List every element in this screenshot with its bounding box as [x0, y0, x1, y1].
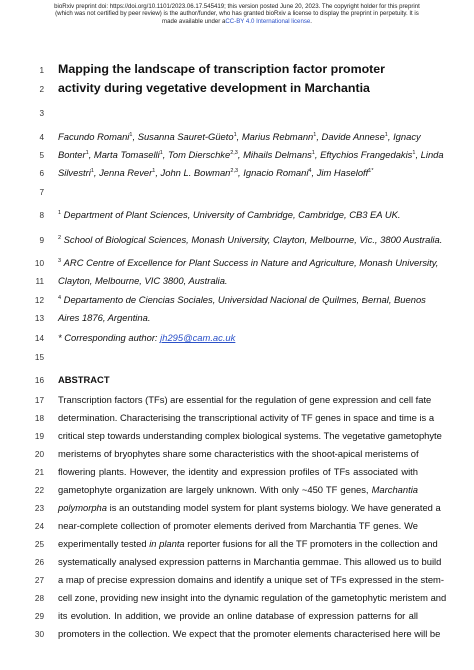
affiliation-4-cont: Aires 1876, Argentina.	[58, 312, 151, 323]
header-line-2: (which was not certified by peer review) is the author/funder, who has granted bioRxiv a license to display the preprint in perpetuity. It is	[55, 10, 419, 18]
abstract-line: polymorpha is an outstanding model system for plant systems biology. We have generated a	[58, 502, 441, 513]
line-number: 17	[34, 396, 44, 405]
abstract-line: determination. Characterising the transcriptional activity of TF genes in space and time is a	[58, 412, 435, 423]
header-line-3-prefix: made available under a	[162, 17, 226, 25]
affiliation-3: $^3$ ARC Centre of Excellence for Plant Success in Nature and Agriculture, Monash University,	[58, 257, 439, 268]
abstract-line: near-complete collection of promoter elements derived from Marchantia TF genes. We	[58, 520, 418, 531]
affiliation-1: $^1$ Department of Plant Sciences, University of Cambridge, Cambridge, CB3 EA UK.	[58, 209, 401, 220]
abstract-line: meristems of bryophytes share some characteristics with the shoot-apical meristems of	[58, 448, 419, 459]
abstract-line: cell zone, providing new insight into the dynamic regulation of the gametophytic meristem and	[58, 592, 447, 603]
license-link[interactable]: CC-BY 4.0 International license	[225, 17, 311, 25]
abstract-line: gametophyte organization are largely unknown. With only ~450 TF genes, Marchantia	[58, 484, 418, 495]
abstract-line: a map of precise expression domains and identify a unique set of TFs expressed in the stem-	[58, 574, 444, 585]
corresponding-author: * Corresponding author: jh295@cam.ac.uk	[58, 332, 236, 343]
line-number: 23	[34, 504, 44, 513]
line-number: 5	[39, 151, 44, 160]
abstract-heading: ABSTRACT	[58, 374, 110, 385]
affiliation-3-cont: Clayton, Melbourne, VIC 3800, Australia.	[58, 275, 228, 286]
line-number: 14	[34, 334, 44, 343]
abstract-line: promoters in the collection. We expect that the promoter elements characterised here will be	[58, 628, 441, 639]
authors-line-2: Bonter$^1$, Marta Tomaselli$^1$, Tom Dierschke$^{2,3}$, Mihails Delmans$^1$, Eftychios Frangedakis$^1$, Linda	[58, 149, 444, 160]
line-number: 13	[34, 314, 44, 323]
line-number: 10	[34, 259, 44, 268]
line-number: 22	[34, 486, 44, 495]
line-number: 28	[34, 594, 44, 603]
line-number: 3	[39, 109, 44, 118]
line-number: 11	[35, 277, 44, 286]
line-number: 7	[39, 188, 44, 197]
line-number: 12	[34, 296, 44, 305]
line-number: 20	[34, 450, 44, 459]
paper-title-line-1: Mapping the landscape of transcription factor promoter	[58, 62, 386, 76]
abstract-line: critical step towards understanding complex biological systems. The vegetative gametophyte	[58, 430, 442, 441]
authors-line-1: Facundo Romani$^1$, Susanna Sauret-Güeto$^1$, Marius Rebmann$^1$, Davide Annese$^1$, Ignacy	[58, 131, 421, 142]
line-number: 25	[34, 540, 44, 549]
line-number: 2	[39, 85, 44, 94]
line-number: 15	[34, 353, 44, 362]
line-number: 9	[39, 236, 44, 245]
affiliation-4: $^4$ Departamento de Ciencias Sociales, Universidad Nacional de Quilmes, Bernal, Buenos	[58, 294, 426, 305]
line-number: 1	[39, 66, 44, 75]
preprint-header	[0, 3, 474, 25]
author-email-link[interactable]: jh295@cam.ac.uk	[160, 332, 236, 343]
abstract-line: experimentally tested in planta reporter fusions for all the TF promoters in the collection and	[58, 538, 438, 549]
header-line-1: bioRxiv preprint doi: https://doi.org/10.1101/2023.06.17.545419; this version posted June 20, 2023. The copyright holder for this preprint	[54, 3, 420, 10]
header-line-3	[0, 18, 474, 25]
line-number: 29	[34, 612, 44, 621]
line-number: 16	[34, 376, 44, 385]
line-number: 19	[34, 432, 44, 441]
line-number: 27	[34, 576, 44, 585]
abstract-line: its evolution. In addition, we provide an online database of expression patterns for all	[58, 610, 418, 621]
line-number: 6	[39, 169, 44, 178]
abstract-line: flowering plants. However, the identity and expression profiles of TFs associated with	[58, 466, 418, 477]
line-number: 8	[39, 211, 44, 220]
abstract-line: systematically analysed expression patterns in Marchantia gemmae. This allowed us to build	[58, 556, 442, 567]
line-number: 18	[34, 414, 44, 423]
authors-line-3: Silvestri$^1$, Jenna Rever$^1$, John L. Bowman$^{2,3}$, Ignacio Romani$^4$, Jim Haseloff$^{1*}$	[58, 167, 374, 178]
line-number: 26	[34, 558, 44, 567]
line-number: 30	[34, 630, 44, 639]
paper-title-line-2: activity during vegetative development in Marchantia	[58, 81, 370, 95]
line-number: 21	[34, 468, 44, 477]
affiliation-2: $^2$ School of Biological Sciences, Monash University, Clayton, Melbourne, Vic., 3800 Australia.	[58, 234, 443, 245]
header-line-3-suffix: .	[310, 17, 312, 25]
abstract-line: Transcription factors (TFs) are essential for the regulation of gene expression and cell fate	[58, 394, 432, 405]
line-number: 24	[34, 522, 44, 531]
line-number: 4	[39, 133, 44, 142]
